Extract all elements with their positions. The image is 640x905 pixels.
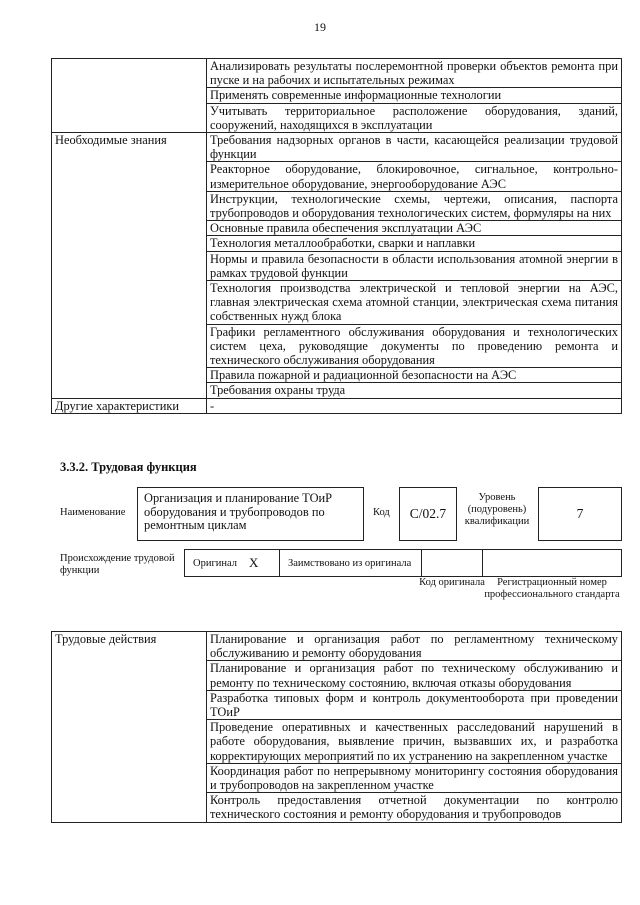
qualification-level-label: Уровень (подуровень) квалификации xyxy=(464,492,530,527)
borrowed-cell xyxy=(279,549,422,577)
code-label: Код xyxy=(373,507,390,518)
action-row: Разработка типовых форм и контроль документооборота при проведении ТОиР xyxy=(207,690,622,719)
original-code-caption: Код оригинала xyxy=(419,577,485,588)
skill-row: Применять современные информационные технологии xyxy=(207,88,622,103)
knowledge-row: Правила пожарной и радиационной безопасности на АЭС xyxy=(207,368,622,383)
section-heading: 3.3.2. Трудовая функция xyxy=(60,460,197,474)
knowledge-row: Нормы и правила безопасности в области использования атомной энергии в рамках трудовой функции xyxy=(207,251,622,280)
skills-label-cell xyxy=(52,59,207,133)
knowledge-row: Требования охраны труда xyxy=(207,383,622,398)
original-mark: X xyxy=(249,555,259,570)
action-row: Проведение оперативных и качественных расследований нарушений в работе оборудования, выявление причин, вызвавших их, и разработка корректирующих мероприятий по их устранению на закрепленном участке xyxy=(207,720,622,764)
page-number: 19 xyxy=(314,20,326,34)
work-actions-label: Трудовые действия xyxy=(52,632,207,823)
original-code-cell xyxy=(421,549,483,577)
knowledge-row: Технология металлообработки, сварки и наплавки xyxy=(207,236,622,251)
original-label: Оригинал xyxy=(193,558,237,569)
knowledge-row: Графики регламентного обслуживания оборудования и технологических систем цеха, руководящие документы по проведению ремонта и технического обслуживания оборудования xyxy=(207,324,622,368)
knowledge-row: Инструкции, технологические схемы, чертежи, описания, паспорта трубопроводов и оборудования технологических систем, формуляры на них xyxy=(207,191,622,220)
skill-row: Учитывать территориальное расположение оборудования, зданий, сооружений, находящихся в эксплуатации xyxy=(207,103,622,132)
action-row: Планирование и организация работ по регламентному техническому обслуживанию и ремонту оборудования xyxy=(207,632,622,661)
function-name-box: Организация и планирование ТОиР оборудования и трубопроводов по ремонтным циклам xyxy=(137,487,364,541)
knowledge-row: Технология производства электрической и тепловой энергии на АЭС, главная электрическая схема атомной станции, электрическая схема питания собственных нужд блока xyxy=(207,281,622,325)
knowledge-label: Необходимые знания xyxy=(52,133,207,399)
code-value-box: С/02.7 xyxy=(399,487,457,541)
borrowed-label: Заимствовано из оригинала xyxy=(288,558,412,569)
action-row: Координация работ по непрерывному мониторингу состояния оборудования и трубопроводов на закрепленном участке xyxy=(207,763,622,792)
origin-label: Происхождение трудовой функции xyxy=(60,553,175,576)
knowledge-row: Требования надзорных органов в части, касающейся реализации трудовой функции xyxy=(207,133,622,162)
action-row: Контроль предоставления отчетной документации по контролю технического состояния и ремонту оборудования и трубопроводов xyxy=(207,793,622,822)
other-characteristics-value: - xyxy=(207,398,622,413)
other-characteristics-label: Другие характеристики xyxy=(52,398,207,413)
knowledge-row: Основные правила обеспечения эксплуатации АЭС xyxy=(207,221,622,236)
knowledge-table xyxy=(51,58,622,414)
skill-row: Анализировать результаты послеремонтной проверки объектов ремонта при пуске и на рабочих и испытательных режимах xyxy=(207,59,622,88)
qualification-level-box: 7 xyxy=(538,487,622,541)
action-row: Планирование и организация работ по техническому обслуживанию и ремонту по техническому состоянию, включая отказы оборудования xyxy=(207,661,622,690)
knowledge-row: Реакторное оборудование, блокировочное, сигнальное, контрольно-измерительное оборудование, энергооборудование АЭС xyxy=(207,162,622,191)
registration-number-caption: Регистрационный номер профессионального стандарта xyxy=(484,577,620,600)
name-label: Наименование xyxy=(60,507,126,518)
work-actions-table xyxy=(51,631,622,823)
registration-number-cell xyxy=(482,549,622,577)
original-cell xyxy=(184,549,280,577)
